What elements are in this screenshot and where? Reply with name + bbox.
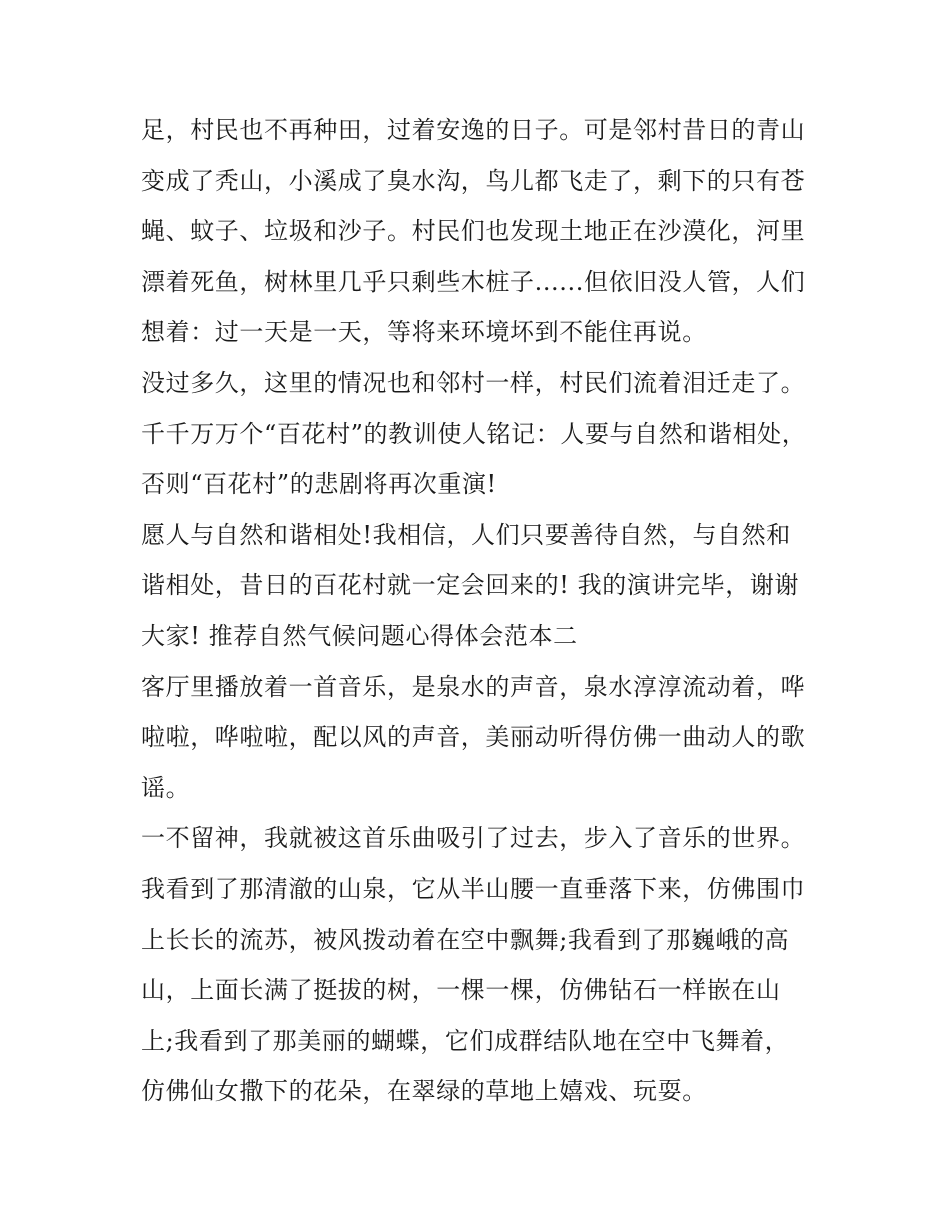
text-line: 蝇、蚊子、垃圾和沙子。村民们也发现土地正在沙漠化，河里 [141, 217, 806, 246]
text-line: 变成了秃山，小溪成了臭水沟，鸟儿都飞走了，剩下的只有苍 [141, 166, 806, 195]
text-line: 否则“百花村”的悲剧将再次重演! [141, 470, 497, 499]
text-line: 山，上面长满了挺拔的树，一棵一棵，仿佛钻石一样嵌在山 [141, 976, 781, 1005]
text-line: 没过多久，这里的情况也和邻村一样，村民们流着泪迁走了。 [141, 368, 806, 397]
text-line: 客厅里播放着一首音乐，是泉水的声音，泉水淳淳流动着，哗 [141, 672, 806, 701]
text-line: 谐相处，昔日的百花村就一定会回来的! 我的演讲完毕，谢谢 [141, 571, 800, 600]
document-body [141, 105, 821, 1117]
text-line: 上;我看到了那美丽的蝴蝶，它们成群结队地在空中飞舞着， [141, 1026, 790, 1055]
text-line: 足，村民也不再种田，过着安逸的日子。可是邻村昔日的青山 [141, 116, 806, 144]
text-line: 愿人与自然和谐相处!我相信，人们只要善待自然，与自然和 [141, 520, 791, 549]
text-line: 我看到了那清澈的山泉，它从半山腰一直垂落下来，仿佛围巾 [141, 874, 806, 903]
text-line: 啦啦，哗啦啦，配以风的声音，美丽动听得仿佛一曲动人的歌 [141, 723, 806, 752]
text-line: 上长长的流苏，被风拨动着在空中飘舞;我看到了那巍峨的高 [141, 925, 790, 954]
text-line: 千千万万个“百花村”的教训使人铭记：人要与自然和谐相处， [141, 419, 807, 448]
text-line: 仿佛仙女撒下的花朵，在翠绿的草地上嬉戏、玩耍。 [141, 1077, 707, 1106]
text-line: 漂着死鱼，树林里几乎只剩些木桩子......但依旧没人管，人们 [141, 267, 806, 296]
section-heading-line: 大家! 推荐自然气候问题心得体会范本二 [141, 621, 578, 650]
text-line: 谣。 [141, 773, 191, 802]
text-line: 一不留神，我就被这首乐曲吸引了过去，步入了音乐的世界。 [141, 824, 806, 853]
text-line: 想着：过一天是一天，等将来环境坏到不能住再说。 [141, 318, 707, 347]
